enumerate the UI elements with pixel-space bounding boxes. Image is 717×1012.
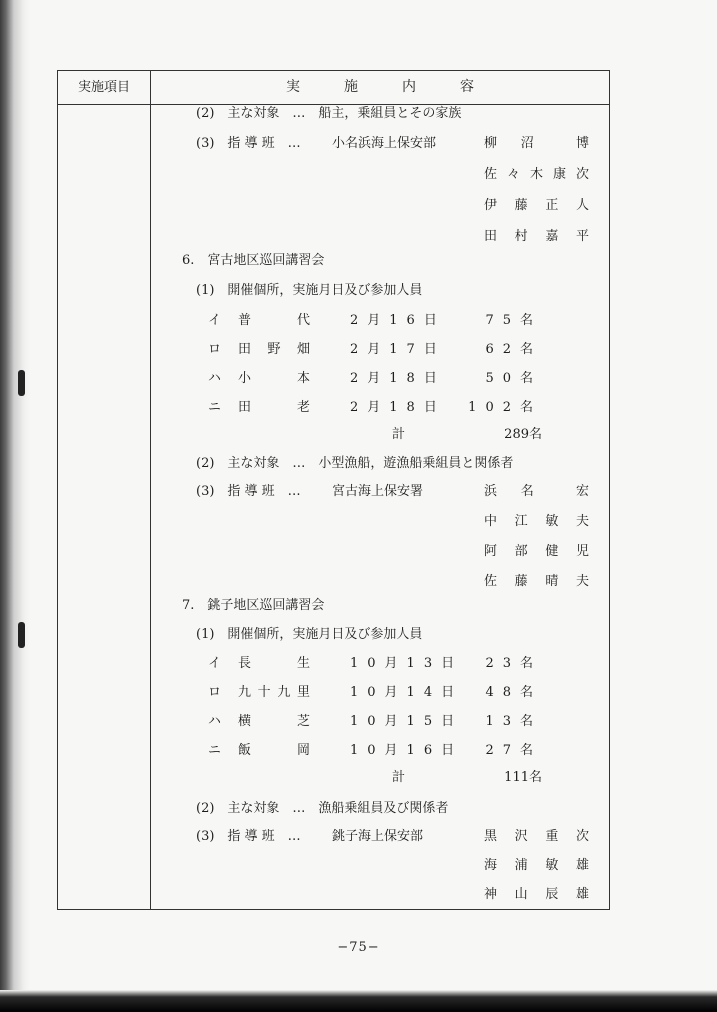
- staff-name: 阿 部 健 児: [484, 544, 589, 559]
- row-marker: イ: [208, 656, 222, 671]
- staff-name: 神 山 辰 雄: [484, 887, 589, 902]
- event-date: 10月15日: [350, 714, 464, 729]
- event-date: 2月16日: [350, 313, 446, 328]
- participant-count: 50名: [485, 371, 542, 386]
- s7-target-line: (2) 主な対象 … 漁船乗組員及び関係者: [196, 801, 449, 816]
- row-marker: ニ: [208, 400, 222, 415]
- scan-bottom-edge: [0, 990, 717, 1012]
- participant-count: 27名: [485, 743, 542, 758]
- venue-name: 飯 岡: [238, 743, 310, 758]
- s6-team-label: (3) 指 導 班 …: [196, 484, 301, 499]
- s5-target-line: (2) 主な対象 … 船主，乗組員とその家族: [196, 106, 462, 121]
- venue-name: 横 芝: [238, 714, 310, 729]
- scan-left-edge: [0, 0, 30, 1012]
- event-date: 10月13日: [350, 656, 464, 671]
- s7-total-label: 計: [392, 770, 406, 785]
- binding-mark: [18, 622, 25, 648]
- s6-title: 6. 宮古地区巡回講習会: [182, 253, 325, 268]
- event-date: 10月14日: [350, 685, 464, 700]
- header-implementation-content: 実施内容: [286, 79, 518, 95]
- participant-count: 13名: [485, 714, 542, 729]
- header-implementation-item: 実施項目: [77, 80, 130, 95]
- row-marker: ハ: [208, 714, 222, 729]
- event-date: 2月18日: [350, 400, 446, 415]
- event-date: 10月16日: [350, 743, 464, 758]
- staff-name: 黒 沢 重 次: [484, 829, 589, 844]
- event-date: 2月17日: [350, 342, 446, 357]
- participant-count: 75名: [485, 313, 542, 328]
- staff-name: 中 江 敏 夫: [484, 514, 589, 529]
- participant-count: 23名: [485, 656, 542, 671]
- s7-title: 7. 銚子地区巡回講習会: [182, 598, 325, 613]
- event-date: 2月18日: [350, 371, 446, 386]
- s6-total-count: 289名: [504, 427, 542, 442]
- venue-name: 九 十 九 里: [238, 685, 310, 700]
- staff-name: 伊 藤 正 人: [484, 198, 589, 213]
- participant-count: 62名: [485, 342, 542, 357]
- s6-sub-heading: (1) 開催個所，実施月日及び参加人員: [196, 283, 423, 298]
- row-marker: ロ: [208, 685, 222, 700]
- staff-name: 佐 藤 晴 夫: [484, 574, 589, 589]
- staff-name: 柳 沼 博: [484, 136, 589, 151]
- s5-team-label: (3) 指 導 班 …: [196, 136, 301, 151]
- row-marker: イ: [208, 313, 222, 328]
- s7-sub-heading: (1) 開催個所，実施月日及び参加人員: [196, 627, 423, 642]
- staff-name: 海 浦 敏 雄: [484, 858, 589, 873]
- binding-mark: [18, 370, 25, 396]
- venue-name: 田 野 畑: [238, 342, 310, 357]
- s7-team-org: 銚子海上保安部: [332, 829, 424, 844]
- row-marker: ロ: [208, 342, 222, 357]
- venue-name: 田 老: [238, 400, 310, 415]
- staff-name: 浜 名 宏: [484, 484, 589, 499]
- row-marker: ニ: [208, 743, 222, 758]
- page-number: −75−: [337, 940, 380, 955]
- s7-team-label: (3) 指 導 班 …: [196, 829, 301, 844]
- s6-team-org: 宮古海上保安署: [332, 484, 424, 499]
- s6-target-line: (2) 主な対象 … 小型漁船，遊漁船乗組員と関係者: [196, 456, 514, 471]
- staff-name: 田 村 嘉 平: [484, 229, 589, 244]
- column-divider: [150, 71, 151, 909]
- participant-count: 102名: [468, 400, 542, 415]
- s6-total-label: 計: [392, 427, 406, 442]
- venue-name: 長 生: [238, 656, 310, 671]
- s7-total-count: 111名: [504, 770, 542, 785]
- s5-team-org: 小名浜海上保安部: [332, 136, 437, 151]
- venue-name: 普 代: [238, 313, 310, 328]
- table-header: [58, 71, 609, 105]
- venue-name: 小 本: [238, 371, 310, 386]
- staff-name: 佐 々 木 康 次: [484, 167, 589, 182]
- row-marker: ハ: [208, 371, 222, 386]
- participant-count: 48名: [485, 685, 542, 700]
